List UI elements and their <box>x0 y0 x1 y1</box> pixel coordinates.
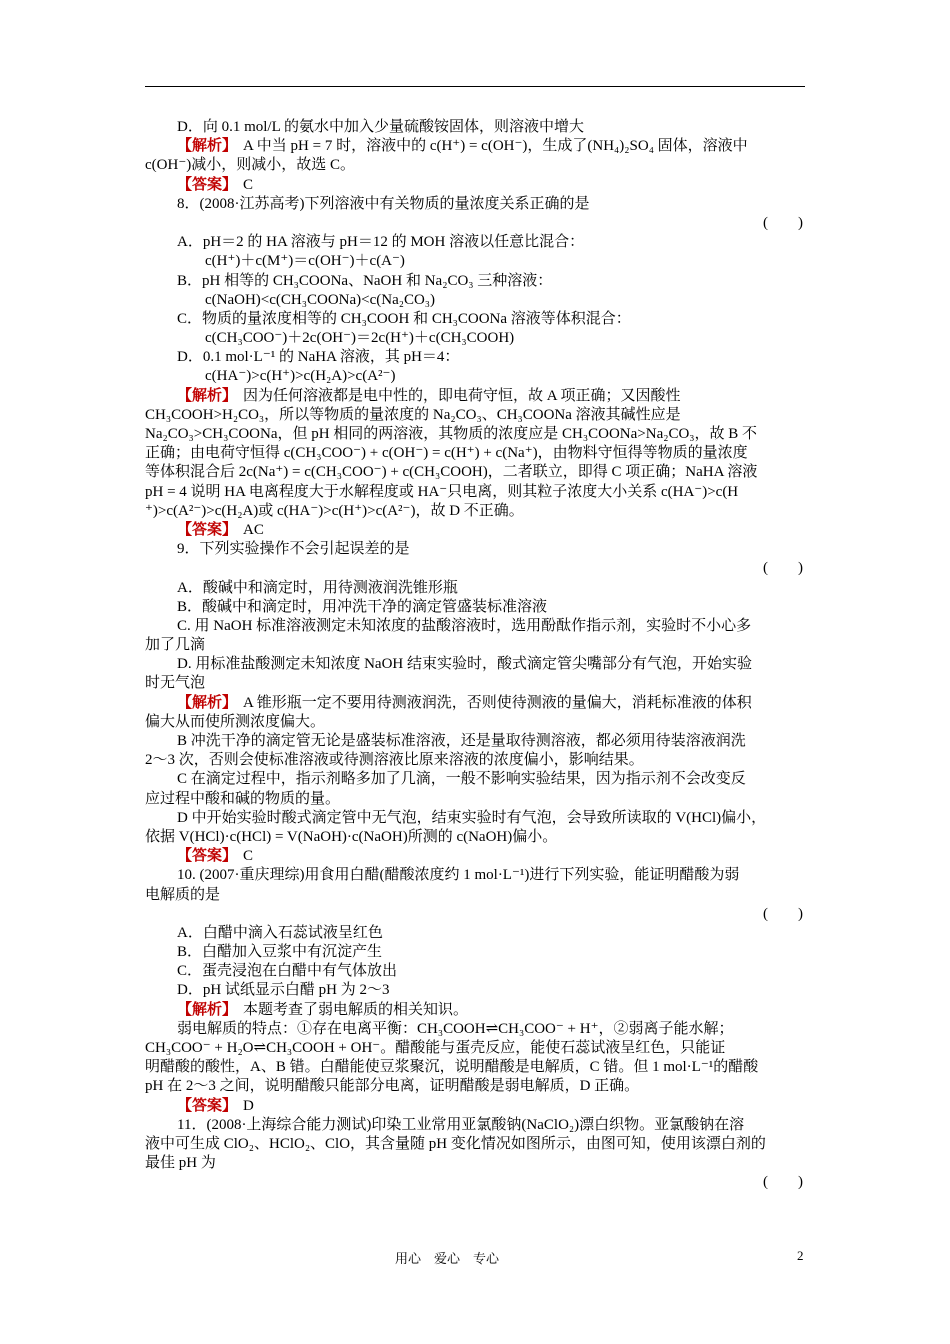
line-text: B．白醋加入豆浆中有沉淀产生 <box>177 944 383 961</box>
line-text: 正确；由电荷守恒得 c(CH₃COO⁻) + c(OH⁻) = c(H⁺) + c(Na⁺)，由物料守恒得等物质的量浓度 <box>145 445 748 462</box>
document-body <box>145 118 805 1193</box>
text-line <box>145 713 805 732</box>
line-text: D．0.1 mol·L⁻¹ 的 NaHA 溶液，其 pH＝4： <box>177 349 460 366</box>
text-line <box>145 214 805 233</box>
line-text: 偏大从而使所测浓度偏大。 <box>145 713 326 730</box>
text-line <box>145 483 805 502</box>
line-text: c(CH₃COO⁻)＋2c(OH⁻)＝2c(H⁺)＋c(CH₃COOH) <box>205 330 515 347</box>
line-text: 2～3 次，否则会使标准溶液或待测溶液比原来溶液的浓度偏小，影响结果。 <box>145 752 644 769</box>
line-text: pH = 4 说明 HA 电离程度大于水解程度或 HA⁻只电离，则其粒子浓度大小关系 c(HA⁻)>c(H <box>145 483 739 500</box>
text-line <box>145 770 805 789</box>
line-text: C．物质的量浓度相等的 CH₃COOH 和 CH₃COONa 溶液等体积混合： <box>177 310 631 327</box>
line-text: c(OH⁻)减小，则减小，故选 C。 <box>145 157 355 174</box>
text-line <box>145 886 805 905</box>
line-text: Na₂CO₃>CH₃COONa，但 pH 相同的两溶液，其物质的浓度应是 CH₃COONa>Na₂CO₃，故 B 不 <box>145 426 758 442</box>
text-line <box>145 502 805 521</box>
text-line <box>145 137 805 156</box>
text-line <box>145 329 805 348</box>
text-line <box>145 310 805 329</box>
text-line <box>145 348 805 367</box>
line-text: 弱电解质的特点：①存在电离平衡：CH₃COOH⇌CH₃COO⁻ + H⁺，②弱离子能水解； <box>177 1020 734 1037</box>
line-text: ( ) <box>763 1174 803 1191</box>
section-tag: 【解析】 <box>177 694 238 711</box>
line-text: 等体积混合后 2c(Na⁺) = c(CH₃COO⁻) + c(CH₃COOH)，二者联立，即得 C 项正确；NaHA 溶液 <box>145 464 758 481</box>
text-line <box>145 559 805 578</box>
line-text: B．酸碱中和滴定时，用冲洗干净的滴定管盛装标准溶液 <box>177 598 548 615</box>
section-tag: 【答案】 <box>177 176 238 193</box>
line-text: A 中当 pH = 7 时，溶液中的 c(H⁺) = c(OH⁻)，生成了(NH₄)₂SO₄ 固体，溶液中 <box>243 138 748 155</box>
section-tag: 【解析】 <box>177 387 238 404</box>
line-text: D <box>243 1097 254 1114</box>
line-text: ( ) <box>763 560 803 577</box>
text-line <box>145 694 805 713</box>
line-text: C <box>243 848 254 865</box>
section-tag: 【答案】 <box>177 1097 238 1114</box>
text-line <box>145 809 805 828</box>
line-text: 本题考查了弱电解质的相关知识。 <box>243 1001 469 1018</box>
text-line <box>145 387 805 406</box>
text-line <box>145 1077 805 1096</box>
line-text: ( ) <box>763 214 803 231</box>
text-line <box>145 674 805 693</box>
text-line <box>145 866 805 885</box>
text-line <box>145 367 805 386</box>
text-line <box>145 176 805 195</box>
line-text: C <box>243 176 254 193</box>
text-line <box>145 905 805 924</box>
line-text: 电解质的是 <box>145 886 221 903</box>
line-text: CH₃COO⁻ + H₂O⇌CH₃COOH + OH⁻。醋酸能与蛋壳反应，能使石蕊试液呈红色，只能证 <box>145 1040 726 1056</box>
text-line <box>145 579 805 598</box>
text-line <box>145 1001 805 1020</box>
text-line <box>145 252 805 271</box>
text-line <box>145 1097 805 1116</box>
section-tag: 【解析】 <box>177 138 238 155</box>
line-text: CH₃COOH>H₂CO₃，所以等物质的量浓度的 Na₂CO₃、CH₃COONa 溶液其碱性应是 <box>145 406 681 423</box>
line-text: 最佳 pH 为 <box>145 1155 216 1172</box>
line-text: D 中开始实验时酸式滴定管中无气泡，结束实验时有气泡，会导致所读取的 V(HCl)偏小， <box>177 809 767 826</box>
line-text: B 冲洗干净的滴定管无论是盛装标准溶液，还是量取待测溶液，都必须用待装溶液润洗 <box>177 733 746 749</box>
line-text: pH 在 2～3 之间，说明醋酸只能部分电离，证明醋酸是弱电解质，D 正确。 <box>145 1078 640 1095</box>
text-line <box>145 1116 805 1135</box>
line-text: A 锥形瓶一定不要用待测液润洗，否则使待测液的量偏大，消耗标准液的体积 <box>243 694 752 711</box>
line-text: D. 用标准盐酸测定未知浓度 NaOH 结束实验时，酸式滴定管尖嘴部分有气泡，开始实验 <box>177 656 752 673</box>
footer-motto: 用心 爱心 专心 <box>395 1251 500 1266</box>
line-text: 10. (2007·重庆理综)用食用白醋(醋酸浓度约 1 mol·L⁻¹)进行下列实验，能证明醋酸为弱 <box>177 867 740 884</box>
line-text: 时无气泡 <box>145 675 206 692</box>
text-line <box>145 943 805 962</box>
text-line <box>145 924 805 943</box>
section-tag: 【解析】 <box>177 1001 238 1018</box>
line-text: ( ) <box>763 905 803 922</box>
text-line <box>145 636 805 655</box>
text-line <box>145 1039 805 1058</box>
section-tag: 【答案】 <box>177 521 238 538</box>
line-text: 11．(2008·上海综合能力测试)印染工业常用亚氯酸钠(NaClO₂)漂白织物。亚氯酸钠在溶 <box>177 1116 745 1133</box>
header-rule <box>145 86 805 87</box>
text-line <box>145 1058 805 1077</box>
line-text: AC <box>243 521 264 538</box>
text-line <box>145 981 805 1000</box>
line-text: C．蛋壳浸泡在白醋中有气体放出 <box>177 963 398 980</box>
line-text: C 在滴定过程中，指示剂略多加了几滴，一般不影响实验结果，因为指示剂不会改变反 <box>177 771 746 788</box>
text-line <box>145 291 805 310</box>
text-line <box>145 790 805 809</box>
text-line <box>145 1154 805 1173</box>
text-line <box>145 195 805 214</box>
text-line <box>145 1173 805 1192</box>
page-number: 2 <box>797 1248 804 1263</box>
text-line <box>145 272 805 291</box>
line-text: 8．(2008·江苏高考)下列溶液中有关物质的量浓度关系正确的是 <box>177 195 590 212</box>
text-line <box>145 233 805 252</box>
text-line <box>145 156 805 175</box>
text-line <box>145 1020 805 1039</box>
text-line <box>145 406 805 425</box>
text-line <box>145 425 805 444</box>
text-line <box>145 828 805 847</box>
section-tag: 【答案】 <box>177 848 238 865</box>
line-text: 应过程中酸和碱的物质的量。 <box>145 790 341 807</box>
line-text: C. 用 NaOH 标准溶液测定未知浓度的盐酸溶液时，选用酚酞作指示剂，实验时不小心多 <box>177 617 752 634</box>
text-line <box>145 847 805 866</box>
line-text: B．pH 相等的 CH₃COONa、NaOH 和 Na₂CO₃ 三种溶液： <box>177 272 553 289</box>
text-line <box>145 463 805 482</box>
line-text: D．向 0.1 mol/L 的氨水中加入少量硫酸铵固体，则溶液中增大 <box>177 119 584 135</box>
line-text: A．白醋中滴入石蕊试液呈红色 <box>177 924 383 941</box>
line-text: 液中可生成 ClO₂、HClO₂、ClO，其含量随 pH 变化情况如图所示，由图可知，使用该漂白剂的 <box>145 1135 766 1152</box>
line-text: 9．下列实验操作不会引起误差的是 <box>177 541 410 558</box>
line-text: 加了几滴 <box>145 637 206 654</box>
text-line <box>145 540 805 559</box>
line-text: ⁺)>c(A²⁻)>c(H₂A)或 c(HA⁻)>c(H⁺)>c(A²⁻)，故 D 不正确。 <box>145 502 524 519</box>
text-line <box>145 617 805 636</box>
text-line <box>145 1135 805 1154</box>
line-text: A．酸碱中和滴定时，用待测液润洗锥形瓶 <box>177 579 458 596</box>
text-line <box>145 598 805 617</box>
line-text: A．pH＝2 的 HA 溶液与 pH＝12 的 MOH 溶液以任意比混合： <box>177 234 585 251</box>
line-text: 因为任何溶液都是电中性的，即电荷守恒，故 A 项正确；又因酸性 <box>243 387 681 404</box>
line-text: D．pH 试纸显示白醋 pH 为 2～3 <box>177 982 390 999</box>
line-text: c(NaOH)<c(CH₃COONa)<c(Na₂CO₃) <box>205 291 436 308</box>
text-line <box>145 655 805 674</box>
line-text: 依据 V(HCl)·c(HCl) = V(NaOH)·c(NaOH)所测的 c(NaOH)偏小。 <box>145 828 558 845</box>
text-line <box>145 521 805 540</box>
text-line <box>145 118 805 137</box>
text-line <box>145 732 805 751</box>
line-text: c(H⁺)＋c(M⁺)＝c(OH⁻)＋c(A⁻) <box>205 253 405 270</box>
text-line <box>145 751 805 770</box>
text-line <box>145 962 805 981</box>
line-text: 明醋酸的酸性，A、B 错。白醋能使豆浆聚沉，说明醋酸是电解质，C 错。但 1 mol·L⁻¹的醋酸 <box>145 1059 759 1076</box>
text-line <box>145 444 805 463</box>
line-text: c(HA⁻)>c(H⁺)>c(H₂A)>c(A²⁻) <box>205 368 396 385</box>
